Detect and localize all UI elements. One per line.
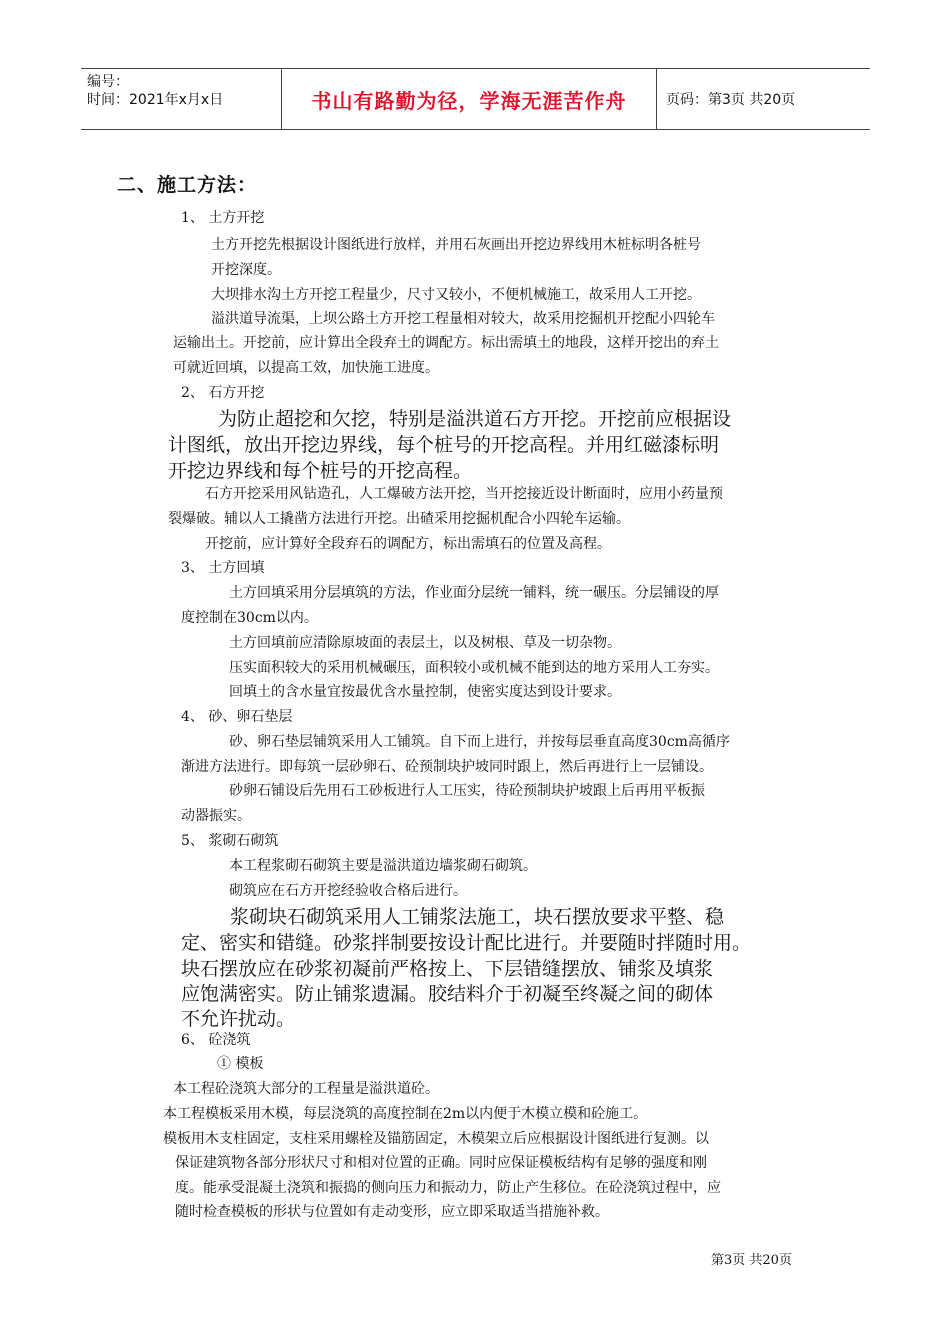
header-info-cell <box>81 69 281 129</box>
section-title: 二、施工方法： <box>117 174 258 196</box>
paragraph-line: 土方开挖先根据设计图纸进行放样，并用石灰画出开挖边界线用木桩标明各桩号 <box>211 237 701 253</box>
paragraph-line: 石方开挖采用风钻造孔，人工爆破方法开挖，当开挖接近设计断面时，应用小药量预 <box>205 486 723 502</box>
paragraph-line: 土方回填采用分层填筑的方法，作业面分层统一铺料，统一碾压。分层铺设的厚 <box>229 585 719 601</box>
paragraph-line: 渐进方法进行。即每筑一层砂卵石、砼预制块护坡同时跟上，然后再进行上一层铺设。 <box>181 759 713 775</box>
paragraph-line-large: 开挖边界线和每个桩号的开挖高程。 <box>168 460 473 482</box>
paragraph-line: 随时检查模板的形状与位置如有走动变形，应立即采取适当措施补救。 <box>175 1204 609 1220</box>
paragraph-line: 本工程砼浇筑大部分的工程量是溢洪道砼。 <box>173 1081 439 1097</box>
paragraph-line-large: 应饱满密实。防止铺浆遗漏。胶结料介于初凝至终凝之间的砌体 <box>181 983 714 1005</box>
header-page-code: 页码：第3页 共20页 <box>666 92 796 108</box>
paragraph-line: 回填土的含水量宜按最优含水量控制，使密实度达到设计要求。 <box>229 684 621 700</box>
subheading-earth-excavation: 1、 土方开挖 <box>181 210 265 226</box>
subheading-mortar-masonry: 5、 浆砌石砌筑 <box>181 833 279 849</box>
paragraph-line: 度控制在30cm以内。 <box>181 610 318 626</box>
paragraph-line: 土方回填前应清除原坡面的表层土，以及树根、草及一切杂物。 <box>229 635 621 651</box>
subheading-formwork: ① 模板 <box>217 1056 264 1072</box>
paragraph-line-large: 浆砌块石砌筑采用人工铺浆法施工，块石摆放要求平整、稳 <box>230 906 725 928</box>
paragraph-line: 开挖深度。 <box>211 262 281 278</box>
paragraph-line: 砂卵石铺设后先用石工砂板进行人工压实，待砼预制块护坡跟上后再用平板振 <box>229 783 705 799</box>
paragraph-line: 开挖前，应计算好全段弃石的调配方，标出需填石的位置及高程。 <box>205 536 611 552</box>
document-number-label: 编号： <box>87 74 129 90</box>
page-footer: 第3页 共20页 <box>711 1253 792 1268</box>
paragraph-line: 大坝排水沟土方开挖工程量少，尺寸又较小，不便机械施工，故采用人工开挖。 <box>211 287 701 303</box>
paragraph-line: 度。能承受混凝土浇筑和振捣的侧向压力和振动力，防止产生移位。在砼浇筑过程中，应 <box>175 1180 721 1196</box>
subheading-gravel-cushion: 4、 砂、卵石垫层 <box>181 709 293 725</box>
paragraph-line: 可就近回填，以提高工效，加快施工进度。 <box>173 360 439 376</box>
paragraph-line: 砌筑应在石方开挖经验收合格后进行。 <box>229 883 467 899</box>
paragraph-line: 保证建筑物各部分形状尺寸和相对位置的正确。同时应保证模板结构有足够的强度和刚 <box>175 1155 707 1171</box>
paragraph-line-large: 定、密实和错缝。砂浆拌制要按设计配比进行。并要随时拌随时用。 <box>181 932 752 954</box>
paragraph-line: 砂、卵石垫层铺筑采用人工铺筑。自下而上进行，并按每层垂直高度30cm高循序 <box>229 734 730 750</box>
subheading-concrete-pouring: 6、 砼浇筑 <box>181 1032 251 1048</box>
paragraph-line: 裂爆破。辅以人工撬凿方法进行开挖。出碴采用挖掘机配合小四轮车运输。 <box>168 511 630 527</box>
paragraph-line-large: 不允许扰动。 <box>181 1008 296 1030</box>
document-date: 时间：2021年x月x日 <box>87 92 224 108</box>
header-motto: 书山有路勤为径，学海无涯苦作舟 <box>281 69 657 129</box>
paragraph-line-large: 块石摆放应在砂浆初凝前严格按上、下层错缝摆放、铺浆及填浆 <box>181 958 714 980</box>
paragraph-line: 本工程浆砌石砌筑主要是溢洪道边墙浆砌石砌筑。 <box>229 858 537 874</box>
page-header <box>81 68 870 130</box>
paragraph-line: 压实面积较大的采用机械碾压，面积较小或机械不能到达的地方采用人工夯实。 <box>229 660 719 676</box>
paragraph-line-large: 计图纸，放出开挖边界线，每个桩号的开挖高程。并用红磁漆标明 <box>168 434 720 456</box>
paragraph-line-large: 为防止超挖和欠挖，特别是溢洪道石方开挖。开挖前应根据设 <box>218 408 732 430</box>
paragraph-line: 本工程模板采用木模，每层浇筑的高度控制在2m以内便于木模立模和砼施工。 <box>163 1106 648 1122</box>
paragraph-line: 运输出土。开挖前，应计算出全段弃土的调配方。标出需填土的地段，这样开挖出的弃土 <box>173 335 719 351</box>
subheading-rock-excavation: 2、 石方开挖 <box>181 385 265 401</box>
subheading-earth-backfill: 3、 土方回填 <box>181 560 265 576</box>
paragraph-line: 溢洪道导流渠，上坝公路土方开挖工程量相对较大，故采用挖掘机开挖配小四轮车 <box>211 311 715 327</box>
paragraph-line: 模板用木支柱固定，支柱采用螺栓及锚筋固定，木模架立后应根据设计图纸进行复测。以 <box>163 1131 709 1147</box>
paragraph-line: 动器振实。 <box>181 808 251 824</box>
